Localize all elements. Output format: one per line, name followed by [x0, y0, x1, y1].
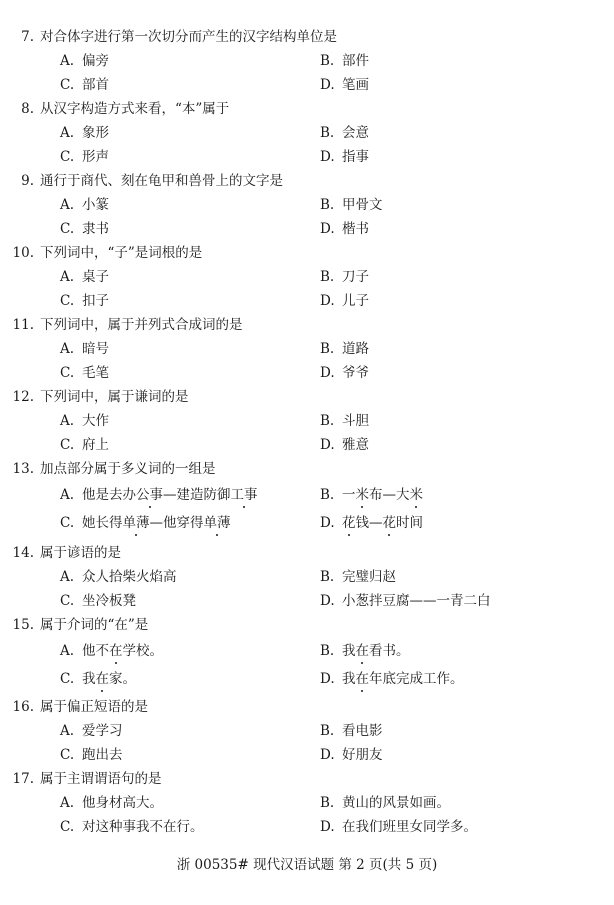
option-text: 我 — [342, 643, 356, 659]
option-label: A. — [60, 487, 75, 503]
question-stem — [8, 544, 121, 562]
question-stem — [8, 172, 283, 190]
emphasized-text: 在 — [355, 671, 369, 687]
option-a — [60, 196, 109, 214]
option-c — [60, 220, 109, 238]
question-text: 属于谚语的是 — [40, 545, 121, 561]
option-text: 儿子 — [342, 293, 369, 309]
emphasized-text: 在 — [355, 643, 369, 659]
option-b — [320, 124, 369, 142]
option-text: 她长得 — [82, 515, 123, 531]
option-label: A. — [60, 795, 75, 811]
option-d — [320, 292, 369, 310]
option-d — [320, 364, 369, 382]
option-text: 爱学习 — [82, 723, 123, 739]
option-a — [60, 568, 177, 586]
option-a — [60, 268, 109, 286]
question-text: 属于偏正短语的是 — [40, 699, 148, 715]
option-text: 楷书 — [342, 221, 369, 237]
question-number: 15. — [12, 617, 34, 633]
emphasized-text: 单薄 — [122, 515, 150, 531]
option-text: 形声 — [82, 149, 109, 165]
option-b — [320, 722, 383, 740]
option-text: 他不 — [82, 643, 109, 659]
question-text: 对合体字进行第一次切分而产生的汉字结构单位是 — [40, 29, 337, 45]
option-label: A. — [60, 197, 75, 213]
option-c — [60, 818, 204, 836]
option-text: 大作 — [82, 413, 109, 429]
question-text: 属于主谓谓语句的是 — [40, 771, 162, 787]
emphasized-text: 单薄 — [203, 515, 231, 531]
option-text: 学校。 — [122, 643, 163, 659]
option-label: C. — [60, 221, 75, 237]
option-label: B. — [320, 795, 335, 811]
question-text: 下列词中，“子”是词根的是 — [40, 245, 203, 261]
question-number: 7. — [21, 29, 34, 45]
option-text: 我 — [82, 671, 96, 687]
option-label: B. — [320, 53, 335, 69]
question-stem — [8, 698, 148, 716]
question-stem — [8, 28, 337, 46]
option-text: 小篆 — [82, 197, 109, 213]
option-text: 他是去办 — [82, 487, 136, 503]
option-label: B. — [320, 125, 335, 141]
emphasized-text: 在 — [95, 671, 109, 687]
emphasized-text: 米 — [409, 487, 423, 503]
option-text: 甲骨文 — [342, 197, 383, 213]
option-text: 部件 — [342, 53, 369, 69]
option-label: D. — [320, 671, 335, 687]
emphasized-text: 在 — [109, 643, 123, 659]
option-label: A. — [60, 269, 75, 285]
option-d — [320, 670, 464, 688]
option-label: D. — [320, 77, 335, 93]
question-number: 10. — [12, 245, 34, 261]
option-text: 看电影 — [342, 723, 383, 739]
question-text: 从汉字构造方式来看，“本”属于 — [40, 101, 230, 117]
option-label: D. — [320, 593, 335, 609]
question-text: 通行于商代、刻在龟甲和兽骨上的文字是 — [40, 173, 283, 189]
option-label: B. — [320, 723, 335, 739]
question-number: 11. — [12, 317, 34, 333]
option-a — [60, 124, 109, 142]
option-label: D. — [320, 515, 335, 531]
question-stem — [8, 100, 229, 118]
option-label: B. — [320, 643, 335, 659]
option-text: 一 — [342, 487, 356, 503]
option-b — [320, 794, 450, 812]
option-text: 看书。 — [369, 643, 410, 659]
option-label: D. — [320, 437, 335, 453]
question-stem — [8, 770, 162, 788]
option-text: 众人拾柴火焰高 — [82, 569, 177, 585]
option-text: 斗胆 — [342, 413, 369, 429]
emphasized-text: 花 — [342, 515, 356, 531]
option-label: C. — [60, 365, 75, 381]
option-label: A. — [60, 643, 75, 659]
question-text: 加点部分属于多义词的一组是 — [40, 461, 216, 477]
option-text: 跑出去 — [82, 747, 123, 763]
option-d — [320, 76, 369, 94]
option-label: A. — [60, 413, 75, 429]
option-c — [60, 670, 136, 688]
option-a — [60, 722, 123, 740]
option-label: D. — [320, 149, 335, 165]
option-label: A. — [60, 723, 75, 739]
option-text: —建造防御 — [163, 487, 231, 503]
option-label: B. — [320, 197, 335, 213]
option-label: B. — [320, 341, 335, 357]
option-text: 他身材高大。 — [82, 795, 163, 811]
option-b — [320, 52, 369, 70]
emphasized-text: 公事 — [136, 487, 163, 503]
option-text: 暗号 — [82, 341, 109, 357]
option-text: 笔画 — [342, 77, 369, 93]
option-a — [60, 486, 258, 504]
option-text: 部首 — [82, 77, 109, 93]
question-text: 属于介词的“在”是 — [40, 617, 149, 633]
question-number: 17. — [12, 771, 34, 787]
question-stem — [8, 244, 202, 262]
option-c — [60, 76, 109, 94]
option-text: 桌子 — [82, 269, 109, 285]
option-label: A. — [60, 341, 75, 357]
option-text: 好朋友 — [342, 747, 383, 763]
option-label: D. — [320, 747, 335, 763]
option-text: 雅意 — [342, 437, 369, 453]
option-label: C. — [60, 149, 75, 165]
question-stem — [8, 316, 243, 334]
option-c — [60, 148, 109, 166]
option-text: 府上 — [82, 437, 109, 453]
option-c — [60, 592, 136, 610]
question-number: 13. — [12, 461, 34, 477]
option-b — [320, 568, 396, 586]
option-a — [60, 340, 109, 358]
option-d — [320, 746, 383, 764]
option-label: C. — [60, 671, 75, 687]
option-d — [320, 514, 423, 532]
option-b — [320, 268, 369, 286]
option-label: B. — [320, 413, 335, 429]
option-a — [60, 412, 109, 430]
option-c — [60, 292, 109, 310]
question-number: 16. — [12, 699, 34, 715]
question-stem — [8, 388, 189, 406]
question-number: 12. — [12, 389, 34, 405]
option-text: 我 — [342, 671, 356, 687]
option-label: C. — [60, 437, 75, 453]
option-text: 扣子 — [82, 293, 109, 309]
option-label: B. — [320, 269, 335, 285]
option-text: 刀子 — [342, 269, 369, 285]
option-label: D. — [320, 293, 335, 309]
option-label: C. — [60, 293, 75, 309]
option-b — [320, 340, 369, 358]
option-text: 在我们班里女同学多。 — [342, 819, 477, 835]
question-text: 下列词中，属于谦词的是 — [40, 389, 189, 405]
option-a — [60, 52, 109, 70]
option-label: C. — [60, 77, 75, 93]
option-d — [320, 148, 369, 166]
option-b — [320, 412, 369, 430]
option-text: 对这种事我不在行。 — [82, 819, 204, 835]
option-label: C. — [60, 747, 75, 763]
option-d — [320, 220, 369, 238]
option-c — [60, 514, 231, 532]
emphasized-text: 米 — [355, 487, 369, 503]
option-text: 年底完成工作。 — [369, 671, 464, 687]
option-label: A. — [60, 569, 75, 585]
option-text: 象形 — [82, 125, 109, 141]
option-label: C. — [60, 515, 75, 531]
option-b — [320, 486, 423, 504]
option-label: B. — [320, 569, 335, 585]
question-stem — [8, 616, 148, 634]
option-d — [320, 818, 477, 836]
option-label: D. — [320, 819, 335, 835]
option-c — [60, 364, 109, 382]
option-label: A. — [60, 53, 75, 69]
option-label: D. — [320, 221, 335, 237]
option-label: D. — [320, 365, 335, 381]
question-number: 9. — [21, 173, 34, 189]
option-c — [60, 436, 109, 454]
option-text: 偏旁 — [82, 53, 109, 69]
emphasized-text: 花 — [382, 515, 396, 531]
option-text: 黄山的风景如画。 — [342, 795, 450, 811]
option-text: 布—大 — [369, 487, 410, 503]
option-d — [320, 436, 369, 454]
option-text: 家。 — [109, 671, 136, 687]
option-label: C. — [60, 593, 75, 609]
emphasized-text: 工事 — [230, 487, 258, 503]
question-number: 8. — [21, 101, 34, 117]
option-b — [320, 196, 383, 214]
option-c — [60, 746, 123, 764]
option-text: 钱— — [355, 515, 383, 531]
option-text: —他穿得 — [149, 515, 204, 531]
option-a — [60, 794, 163, 812]
option-text: 道路 — [342, 341, 369, 357]
question-number: 14. — [12, 545, 34, 561]
option-label: A. — [60, 125, 75, 141]
option-text: 隶书 — [82, 221, 109, 237]
question-text: 下列词中，属于并列式合成词的是 — [40, 317, 243, 333]
option-text: 小葱拌豆腐——一青二白 — [342, 593, 491, 609]
question-stem — [8, 460, 216, 478]
option-text: 会意 — [342, 125, 369, 141]
option-d — [320, 592, 491, 610]
option-text: 指事 — [342, 149, 369, 165]
option-label: B. — [320, 487, 335, 503]
option-text: 时间 — [396, 515, 423, 531]
option-text: 完璧归赵 — [342, 569, 396, 585]
option-a — [60, 642, 163, 660]
option-text: 爷爷 — [342, 365, 369, 381]
page-footer: 浙 00535# 现代汉语试题 第 2 页(共 5 页) — [176, 857, 438, 873]
option-text: 毛笔 — [82, 365, 109, 381]
option-text: 坐冷板凳 — [82, 593, 136, 609]
option-b — [320, 642, 410, 660]
option-label: C. — [60, 819, 75, 835]
